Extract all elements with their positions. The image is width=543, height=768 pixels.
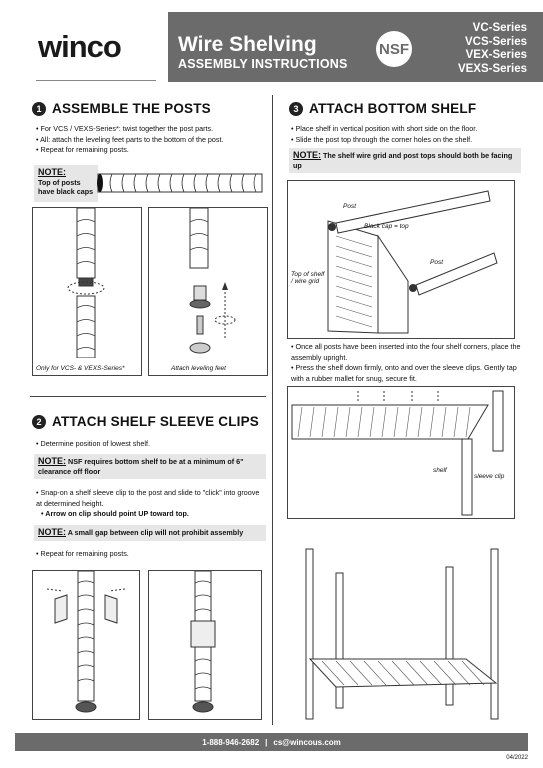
- step1-number: 1: [32, 102, 46, 116]
- step2-title: ATTACH SHELF SLEEVE CLIPS: [52, 414, 260, 429]
- assembled-unit-illustration: [296, 543, 512, 723]
- step3-bullets: [291, 124, 521, 145]
- series-item: VC-Series: [472, 22, 527, 34]
- label-post: Post: [430, 259, 444, 266]
- step3-number: 3: [289, 102, 303, 116]
- label-top-of-shelf: Top of shelf / wire grid: [291, 271, 325, 285]
- footer-separator: |: [265, 737, 268, 747]
- figure-leveling-feet: [148, 207, 268, 376]
- snap-clip-illustration: [33, 571, 139, 719]
- footer-phone[interactable]: 1-888-946-2682: [202, 737, 260, 747]
- list-item: • For VCS / VEXS-Series*: twist together the post parts.: [36, 124, 266, 135]
- leveling-feet-illustration: [149, 208, 267, 358]
- step1-title: ASSEMBLE THE POSTS: [52, 101, 211, 116]
- label-shelf: shelf: [433, 467, 447, 474]
- press-shelf-illustration: [288, 387, 514, 518]
- arrow-instruction: Arrow on clip should point UP toward top.: [45, 509, 189, 518]
- caption: Only for VCS- & VEXS-Series*: [36, 365, 125, 372]
- footer-email[interactable]: cs@wincous.com: [273, 737, 341, 747]
- list-item: • Slide the post top through the corner holes on the shelf.: [291, 135, 521, 146]
- logo-underline: [36, 80, 156, 81]
- label-post: Post: [343, 203, 357, 210]
- insert-posts-illustration: [288, 181, 514, 338]
- series-item: VEX-Series: [465, 49, 527, 61]
- label-sleeve-clip: sleeve clip: [474, 473, 505, 480]
- note-text: Top of posts have black caps: [38, 177, 94, 196]
- step2-bullets: [36, 439, 266, 450]
- step2-heading: [32, 414, 259, 429]
- page-subtitle: ASSEMBLY INSTRUCTIONS: [178, 57, 348, 71]
- page-title: Wire Shelving: [178, 33, 317, 56]
- clip-installed-illustration: [149, 571, 261, 719]
- list-item: • Repeat for remaining posts.: [36, 549, 262, 560]
- footer-bar: [15, 733, 528, 751]
- list-item-emphasis: [36, 509, 262, 520]
- step3-heading: [289, 101, 476, 116]
- step3-note: [289, 148, 521, 173]
- note-text: NSF requires bottom shelf to be at a minimum of 6" clearance off floor: [38, 457, 244, 476]
- figure-twist-posts: [32, 207, 142, 376]
- list-item: • Once all posts have been inserted into the four shelf corners, place the assembly upright.: [291, 342, 521, 363]
- note-label: NOTE:: [38, 456, 66, 466]
- note-label: NOTE:: [38, 167, 66, 177]
- series-item: VEXS-Series: [457, 62, 527, 75]
- note-text: The shelf wire grid and post tops should both be facing up: [293, 151, 513, 170]
- step2-note2: [34, 525, 266, 541]
- list-item: • Snap-on a shelf sleeve clip to the post and slide to "click" into groove at determined height.: [36, 488, 262, 509]
- list-item: • Determine position of lowest shelf.: [36, 439, 266, 450]
- brand-logo: winco: [38, 29, 121, 64]
- column-divider: [272, 95, 273, 725]
- step1-note: [34, 165, 98, 202]
- list-item: • Press the shelf down firmly, onto and over the sleeve clips. Gently tap with a rubber mallet for snug, secure fit.: [291, 363, 521, 384]
- section-divider: [30, 396, 266, 397]
- series-item: VCS-Series: [464, 35, 527, 48]
- step2-bullets-3: [36, 549, 262, 560]
- note-label: NOTE:: [38, 527, 66, 537]
- figure-insert-posts: [287, 180, 515, 339]
- post-illustration: [94, 170, 266, 196]
- note-label: NOTE:: [293, 150, 321, 160]
- figure-clip-installed: [148, 570, 262, 720]
- nsf-badge: NSF: [376, 31, 412, 67]
- list-item: • All: attach the leveling feet parts to the bottom of the post.: [36, 135, 266, 146]
- step3-title: ATTACH BOTTOM SHELF: [309, 101, 477, 116]
- figure-press-shelf: [287, 386, 515, 519]
- step2-bullets-2: [36, 488, 262, 520]
- list-item: • Repeat for remaining posts.: [36, 145, 266, 156]
- figure-snap-clip: [32, 570, 140, 720]
- list-item: • Place shelf in vertical position with short side on the floor.: [291, 124, 521, 135]
- label-black-cap: Black cap = top: [364, 223, 409, 230]
- twist-posts-illustration: [33, 208, 141, 358]
- step2-note1: [34, 454, 266, 479]
- revision-date: 04/2022: [506, 755, 528, 761]
- step2-number: 2: [32, 415, 46, 429]
- step1-bullets: [36, 124, 266, 156]
- caption: Attach leveling feet: [171, 365, 226, 372]
- note-text: A small gap between clip will not prohibit assembly: [67, 528, 244, 537]
- series-list: [458, 22, 527, 76]
- step3-bullets-2: [291, 342, 521, 384]
- step1-heading: [32, 101, 211, 116]
